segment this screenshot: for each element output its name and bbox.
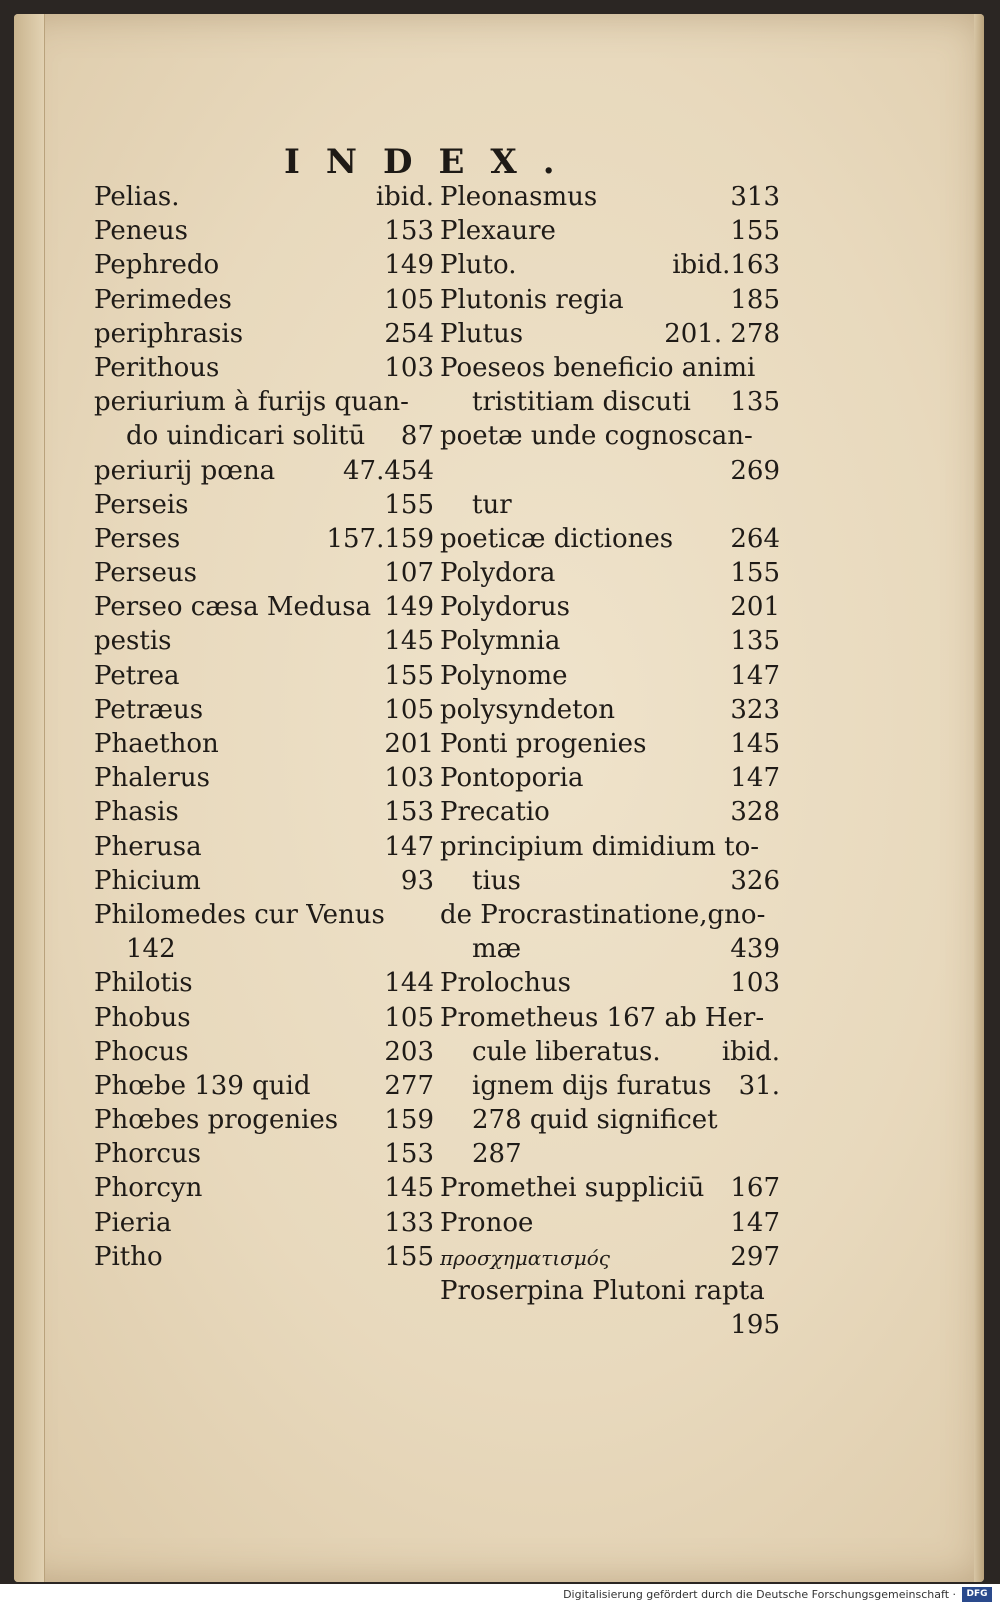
index-page-number: ibid. xyxy=(375,182,434,212)
index-term: Pelias. xyxy=(94,182,180,212)
index-term: Polymnia xyxy=(440,626,561,657)
index-entry xyxy=(94,522,434,556)
page-fore-edge xyxy=(974,14,984,1582)
index-page-number: 87 xyxy=(400,421,434,452)
index-entry xyxy=(440,317,780,351)
index-term: Phorcus xyxy=(94,1139,201,1170)
index-entry xyxy=(440,966,780,1000)
index-page-number: 103 xyxy=(384,763,434,794)
index-entry xyxy=(94,351,434,385)
index-term: ignem dijs furatus xyxy=(472,1070,712,1101)
index-term: Pronoe xyxy=(440,1207,534,1238)
index-entry xyxy=(440,659,780,693)
index-entry xyxy=(94,454,434,488)
index-entry xyxy=(440,180,780,214)
index-page-number: 155 xyxy=(384,1241,434,1272)
index-entry xyxy=(440,795,780,829)
index-entry xyxy=(440,1206,780,1240)
index-page-number: 201 xyxy=(730,592,780,623)
index-entry xyxy=(94,761,434,795)
index-entry xyxy=(440,1035,780,1069)
index-term: Perimedes xyxy=(94,284,232,315)
index-page-number: 149 xyxy=(384,592,434,623)
index-page-number: 155 xyxy=(384,660,434,691)
index-entry xyxy=(440,214,780,248)
index-entry xyxy=(94,1137,434,1171)
index-entry xyxy=(94,1103,434,1137)
index-page-number: 149 xyxy=(384,250,434,281)
index-term: Polydora xyxy=(440,558,556,589)
index-term: principium dimidium to- xyxy=(440,831,760,862)
page-title: INDEX. xyxy=(284,142,581,182)
index-page-number: 145 xyxy=(384,1173,434,1204)
index-entry xyxy=(440,830,780,864)
index-page-number: 328 xyxy=(730,797,780,828)
index-entry xyxy=(94,898,434,932)
index-entry xyxy=(440,761,780,795)
index-page-number: 105 xyxy=(384,284,434,315)
index-page-number: 313 xyxy=(730,182,780,212)
index-term: periurium à furijs quan- xyxy=(94,387,409,418)
index-entry xyxy=(94,659,434,693)
index-page-number: 147 xyxy=(730,1207,780,1238)
index-page-number: 103 xyxy=(384,352,434,383)
index-page-number: 93 xyxy=(400,865,434,896)
index-page-number: 153 xyxy=(384,797,434,828)
index-page-number: 135 xyxy=(730,387,780,418)
index-entry xyxy=(94,419,434,453)
index-term: Phobus xyxy=(94,1002,191,1033)
index-entry xyxy=(94,795,434,829)
index-term: Perithous xyxy=(94,352,220,383)
index-entry xyxy=(440,727,780,761)
index-entry xyxy=(94,624,434,658)
index-page-number: 159 xyxy=(384,1105,434,1136)
index-entry xyxy=(440,248,780,282)
index-entry xyxy=(94,1206,434,1240)
index-term: Pephredo xyxy=(94,250,220,281)
index-entry xyxy=(440,1137,780,1171)
index-entry xyxy=(94,864,434,898)
index-page-number: 147 xyxy=(730,660,780,691)
index-entry xyxy=(440,898,780,932)
index-term: mæ xyxy=(472,934,522,965)
index-term: tur xyxy=(472,489,512,520)
index-term: cule liberatus. xyxy=(472,1036,661,1067)
index-entry xyxy=(440,488,780,522)
index-entry xyxy=(440,556,780,590)
index-term: Polynome xyxy=(440,660,568,691)
index-entry xyxy=(440,590,780,624)
index-page-number: 326 xyxy=(730,865,780,896)
index-term: tristitiam discuti xyxy=(472,387,691,418)
index-page-number: 103 xyxy=(730,968,780,999)
index-entry xyxy=(440,864,780,898)
index-term: Prometheus 167 ab Her- xyxy=(440,1002,765,1033)
index-entry xyxy=(440,1001,780,1035)
index-term: periphrasis xyxy=(94,318,244,349)
index-term: Phœbe 139 quid xyxy=(94,1070,311,1101)
index-term: Pitho xyxy=(94,1241,163,1272)
index-page-number: 147 xyxy=(384,831,434,862)
index-term: Plexaure xyxy=(440,216,556,247)
index-entry xyxy=(94,317,434,351)
index-entry xyxy=(94,248,434,282)
index-page-number: 201. 278 xyxy=(664,318,780,349)
footer-credit: Digitalisierung gefördert durch die Deutsche Forschungsgemeinschaft · xyxy=(563,1588,956,1601)
index-term: Phaethon xyxy=(94,729,219,759)
index-entry xyxy=(94,830,434,864)
index-term: Phasis xyxy=(94,797,179,828)
index-term: Phorcyn xyxy=(94,1173,203,1204)
index-page-number: 144 xyxy=(384,968,434,999)
footer-bar xyxy=(0,1584,1000,1607)
index-page-number: 147 xyxy=(730,763,780,794)
index-entry xyxy=(94,214,434,248)
index-page-number: 47.454 xyxy=(343,455,434,486)
index-term: Pherusa xyxy=(94,831,202,862)
index-term: Prolochus xyxy=(440,968,571,999)
index-entry xyxy=(440,1274,780,1308)
dfg-logo: DFG xyxy=(962,1587,992,1602)
index-entry xyxy=(440,419,780,453)
index-term: periurij pœna xyxy=(94,455,276,486)
index-entry xyxy=(440,1240,780,1274)
index-page-number: 269 xyxy=(730,455,780,486)
index-term: Phicium xyxy=(94,865,201,896)
index-entry xyxy=(94,693,434,727)
index-page-number: 105 xyxy=(384,1002,434,1033)
index-term: Pieria xyxy=(94,1207,172,1238)
index-entry xyxy=(94,283,434,317)
index-page-number: 167 xyxy=(730,1173,780,1204)
index-entry xyxy=(440,1171,780,1205)
index-term: Perses xyxy=(94,523,181,554)
index-term: tius xyxy=(472,865,521,896)
index-term: Petrea xyxy=(94,660,180,691)
index-page-number: 155 xyxy=(730,558,780,589)
index-page-number: 133 xyxy=(384,1207,434,1238)
index-column-right xyxy=(440,180,780,1342)
index-term: Perseis xyxy=(94,489,189,520)
index-entry xyxy=(440,385,780,419)
index-entry xyxy=(94,1035,434,1069)
index-term: Pleonasmus xyxy=(440,182,598,212)
index-term: poetæ unde cognoscan- xyxy=(440,421,753,452)
index-page-number: 195 xyxy=(730,1310,780,1341)
index-term: Plutus xyxy=(440,318,524,349)
index-term: 278 quid significet xyxy=(472,1105,718,1136)
index-term: 142 xyxy=(126,934,176,965)
index-entry xyxy=(94,932,434,966)
index-page-number: 135 xyxy=(730,626,780,657)
index-entry xyxy=(94,488,434,522)
index-page-number: 323 xyxy=(730,694,780,725)
index-entry xyxy=(94,1069,434,1103)
index-column-left xyxy=(94,180,434,1274)
index-entry xyxy=(94,385,434,419)
index-page-number: 153 xyxy=(384,1139,434,1170)
index-entry xyxy=(440,351,780,385)
index-term: polysyndeton xyxy=(440,694,615,725)
index-term: Philomedes cur Venus xyxy=(94,899,385,930)
index-term: Perseo cæsa Medusa xyxy=(94,592,372,623)
index-term: Phœbes progenies xyxy=(94,1105,339,1136)
index-term: Peneus xyxy=(94,216,188,247)
index-entry xyxy=(440,1308,780,1342)
index-entry xyxy=(440,1103,780,1137)
index-term: Plutonis regia xyxy=(440,284,624,315)
index-term: Perseus xyxy=(94,558,197,589)
index-entry xyxy=(94,556,434,590)
index-term: Precatio xyxy=(440,797,550,828)
index-page-number: 155 xyxy=(384,489,434,520)
index-term: Phocus xyxy=(94,1036,189,1067)
index-entry xyxy=(440,1069,780,1103)
index-term: Petræus xyxy=(94,694,204,725)
index-entry xyxy=(440,932,780,966)
index-page-number: 201 xyxy=(384,729,434,759)
index-entry xyxy=(440,283,780,317)
index-term: pestis xyxy=(94,626,172,657)
index-term: Poeseos beneficio animi xyxy=(440,352,756,383)
index-term: προσχηματισμός xyxy=(440,1245,610,1270)
index-entry xyxy=(94,1240,434,1274)
index-term: 287 xyxy=(472,1139,522,1170)
index-page-number: 153 xyxy=(384,216,434,247)
index-page-number: 107 xyxy=(384,558,434,589)
index-entry xyxy=(94,590,434,624)
index-term: do uindicari solitū xyxy=(126,421,366,452)
index-page-number: 31. xyxy=(738,1070,780,1101)
index-page-number: 155 xyxy=(730,216,780,247)
index-page-number: 254 xyxy=(384,318,434,349)
index-entry xyxy=(440,693,780,727)
index-page-number: 297 xyxy=(730,1241,780,1272)
index-entry xyxy=(94,180,434,214)
index-term: Proserpina Plutoni rapta xyxy=(440,1276,765,1306)
index-entry xyxy=(94,1171,434,1205)
index-term: Promethei suppliciū xyxy=(440,1173,705,1204)
index-page-number: 145 xyxy=(730,729,780,759)
index-entry xyxy=(440,624,780,658)
index-entry xyxy=(94,966,434,1000)
book-page xyxy=(14,14,984,1582)
adjacent-page-edge xyxy=(14,14,45,1582)
index-entry xyxy=(94,1001,434,1035)
index-term: Pluto. xyxy=(440,250,517,281)
index-page-number: 203 xyxy=(384,1036,434,1067)
index-page-number: 145 xyxy=(384,626,434,657)
index-term: Pontoporia xyxy=(440,763,584,794)
index-page-number: 264 xyxy=(730,523,780,554)
index-page-number: 185 xyxy=(730,284,780,315)
index-term: poeticæ dictiones xyxy=(440,523,674,554)
index-page-number: ibid.163 xyxy=(672,250,780,281)
index-page-number: 277 xyxy=(384,1070,434,1101)
index-term: de Procrastinatione,gno- xyxy=(440,899,766,930)
index-term: Phalerus xyxy=(94,763,210,794)
index-entry xyxy=(440,522,780,556)
index-page-number: 105 xyxy=(384,694,434,725)
index-term: Polydorus xyxy=(440,592,570,623)
index-term: Ponti progenies xyxy=(440,729,647,759)
index-page-number: ibid. xyxy=(721,1036,780,1067)
index-page-number: 157.159 xyxy=(326,523,434,554)
index-term: Philotis xyxy=(94,968,193,999)
index-entry xyxy=(440,454,780,488)
index-entry xyxy=(94,727,434,761)
index-page-number: 439 xyxy=(730,934,780,965)
